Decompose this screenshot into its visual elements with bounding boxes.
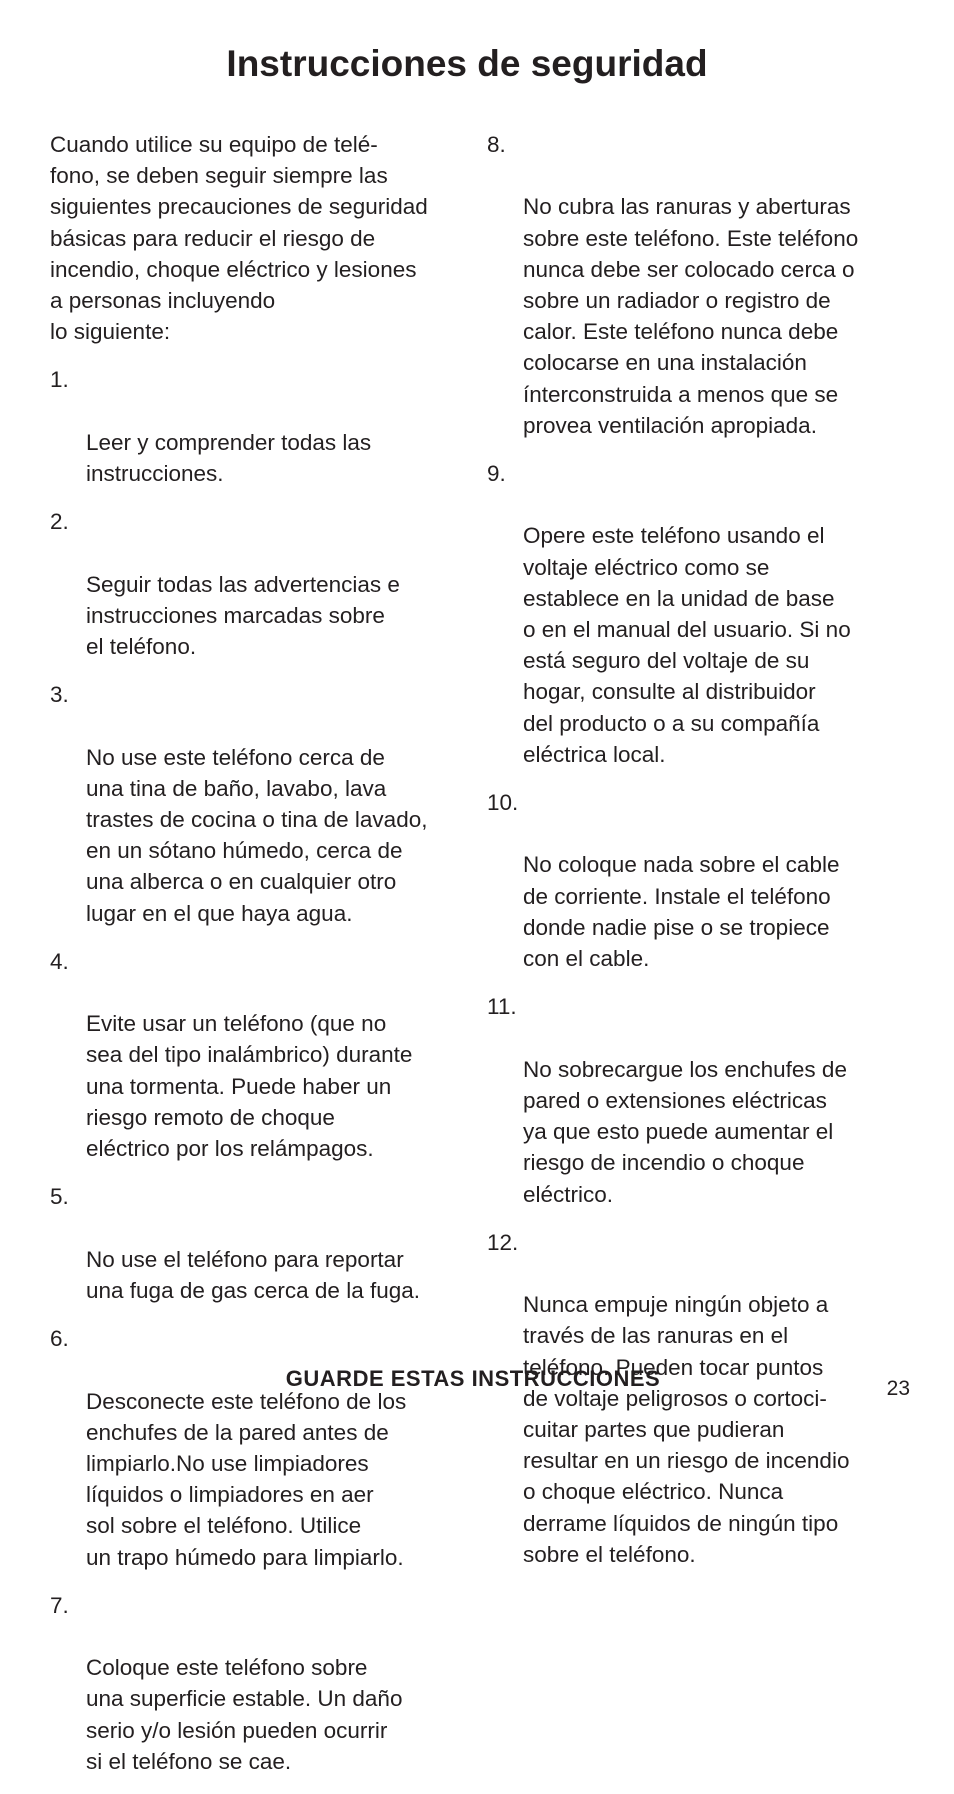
list-item-6 xyxy=(50,1323,455,1573)
list-item-text: Evite usar un teléfono (que no sea del tipo inalámbrico) durante una tormenta. Puede haber un riesgo remoto de choque eléctrico por los relámpagos. xyxy=(86,1011,413,1162)
list-item-7 xyxy=(50,1590,455,1777)
list-item-number: 9. xyxy=(487,461,506,487)
list-item-text: Seguir todas las advertencias e instrucciones marcadas sobre el teléfono. xyxy=(86,571,400,660)
list-item-number: 11. xyxy=(487,994,517,1020)
list-item-8 xyxy=(487,129,892,441)
page-title: Instrucciones de seguridad xyxy=(226,43,708,84)
list-item-text: No use este teléfono cerca de una tina de baño, lavabo, lava trastes de cocina o tina de lavado, en un sótano húmedo, cerca de una alberca o en cualquier otro lugar en el que haya agua. xyxy=(86,744,428,926)
list-item-number: 8. xyxy=(487,132,506,157)
list-item-text: No use el teléfono para reportar una fuga de gas cerca de la fuga. xyxy=(86,1246,420,1303)
list-item-text: No coloque nada sobre el cable de corriente. Instale el teléfono donde nadie pise o se tropiece con el cable. xyxy=(523,852,840,972)
list-item-12 xyxy=(487,1227,892,1570)
list-item-number: 2. xyxy=(50,509,69,535)
footer-note: GUARDE ESTAS INSTRUCCIONES xyxy=(285,1366,661,1391)
list-item-10 xyxy=(487,787,892,974)
list-item-9 xyxy=(487,458,892,770)
list-item-number: 7. xyxy=(50,1592,69,1618)
list-item-text: Nunca empuje ningún objeto a través de las ranuras en el teléfono. Pueden tocar puntos de voltaje peligrosos o cortoci- cuitar partes que pudieran resultar en un riesgo de incendio o choque eléctrico. Nunca derrame líquidos de ningún tipo sobre el teléfono. xyxy=(523,1292,850,1567)
intro-paragraph: Cuando utilice su equipo de telé- fono, se deben seguir siempre las siguientes precauciones de seguridad básicas para reducir el riesgo de incendio, choque eléctrico y lesiones a personas incluyendo lo siguiente: xyxy=(50,132,428,345)
list-item-number: 10. xyxy=(487,790,519,816)
list-item-number: 1. xyxy=(50,367,69,393)
list-item-2 xyxy=(50,506,455,662)
list-item-4 xyxy=(50,946,455,1164)
list-item-text: Opere este teléfono usando el voltaje eléctrico como se establece en la unidad de base o en el manual del usuario. Si no está seguro del voltaje de su hogar, consulte al distribuidor del producto o a su compañía eléctrica local. xyxy=(523,523,851,767)
list-item-number: 3. xyxy=(50,682,69,708)
list-item-text: No sobrecargue los enchufes de pared o extensiones eléctricas ya que esto puede aumentar el riesgo de incendio o choque eléctrico. xyxy=(523,1056,847,1207)
list-item-text: Coloque este teléfono sobre una superficie estable. Un daño serio y/o lesión pueden ocurrir si el teléfono se cae. xyxy=(86,1655,403,1774)
page-number: 23 xyxy=(886,1377,910,1400)
list-item-number: 12. xyxy=(487,1229,519,1255)
list-item-1 xyxy=(50,364,455,489)
list-item-number: 6. xyxy=(50,1326,69,1352)
list-item-number: 5. xyxy=(50,1184,69,1210)
list-item-text: Desconecte este teléfono de los enchufes de la pared antes de limpiarlo.No use limpiadores líquidos o limpiadores en aer sol sobre el teléfono. Utilice un trapo húmedo para limpiarlo. xyxy=(86,1388,407,1570)
list-item-3 xyxy=(50,679,455,929)
left-column xyxy=(50,129,455,1794)
list-item-11 xyxy=(487,991,892,1209)
list-item-text: Leer y comprender todas las instrucciones. xyxy=(86,429,372,487)
list-item-number: 4. xyxy=(50,948,69,974)
list-item-text: No cubra las ranuras y aberturas sobre este teléfono. Este teléfono nunca debe ser colocado cerca o sobre un radiador o registro de calor. Este teléfono nunca debe colocarse en una instalación ínterconstruida a menos que se provea ventilación apropiada. xyxy=(523,194,859,438)
list-item-5 xyxy=(50,1181,455,1306)
